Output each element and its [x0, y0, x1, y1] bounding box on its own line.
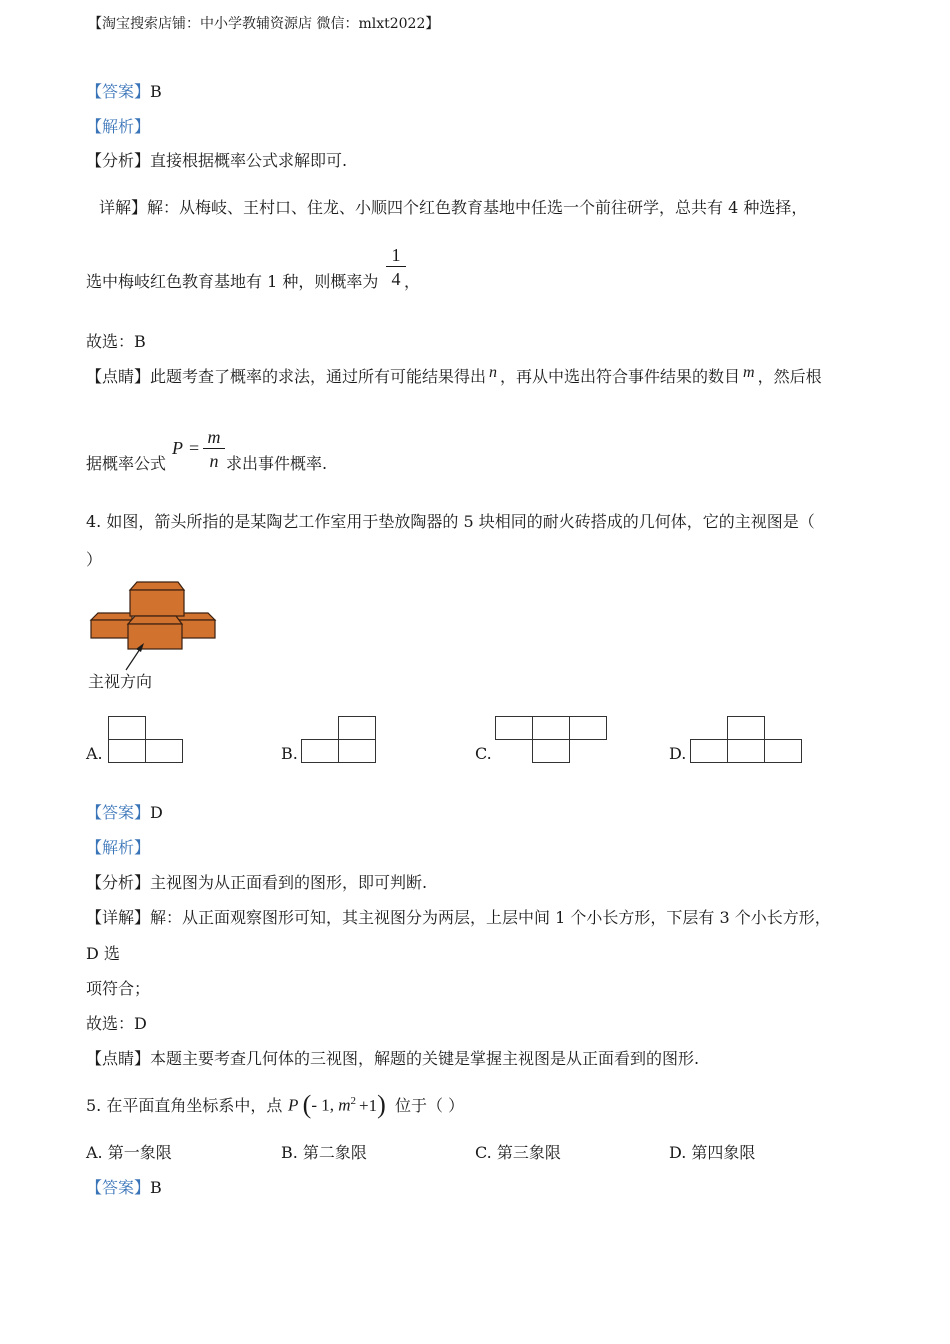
q5-stem-pre: 5. 在平面直角坐标系中，点: [86, 1096, 283, 1115]
brick-top: [130, 590, 184, 616]
page-header: 【淘宝搜索店铺：中小学教辅资源店 微信：mlxt2022】: [88, 16, 440, 32]
coord-b: +1: [359, 1095, 378, 1115]
answer-value: B: [150, 82, 162, 101]
q4-detail-line2: D 选: [86, 944, 120, 963]
fraction-numerator: m: [207, 427, 221, 447]
option-a-figure[interactable]: [108, 716, 188, 766]
fraction-denominator: n: [209, 451, 219, 471]
dianjing-text-a: 【点睛】此题考查了概率的求法，通过所有可能结果得出: [86, 367, 487, 386]
formula-equals: =: [189, 438, 200, 458]
q5-stem-post: 位于（ ）: [395, 1096, 465, 1115]
brick-front: [128, 624, 182, 649]
q3-detail-line2-end: ，: [404, 272, 421, 291]
math-m: m: [338, 1095, 351, 1115]
q3-formula-pre: 据概率公式: [86, 454, 167, 473]
answer-tag: 【答案】: [86, 82, 151, 101]
q3-answer: [86, 82, 162, 102]
answer-tag: 【答案】: [86, 803, 151, 822]
q3-dianjing: [86, 364, 822, 388]
q5-option-c[interactable]: C. 第三象限: [475, 1143, 561, 1162]
brick-left-top: [91, 613, 132, 620]
math-P: P: [288, 1095, 299, 1115]
dianjing-text-b: ，再从中选出符合事件结果的数目: [500, 367, 741, 386]
option-b-figure[interactable]: [301, 716, 381, 766]
q4-detail-line1: 【详解】解：从正面观察图形可知，其主视图分为两层，上层中间 1 个小长方形，下层有 3 个小长方形，: [86, 908, 831, 927]
brick-left: [91, 620, 132, 638]
q5-point-expression: [288, 1086, 386, 1121]
superscript-2: 2: [350, 1095, 357, 1107]
q3-analysis-tag: 【解析】: [86, 117, 151, 136]
q4-fenxi: 【分析】主视图为从正面看到的图形，即可判断.: [86, 873, 428, 892]
fraction-numerator: 1: [391, 245, 401, 265]
option-c-label[interactable]: C.: [475, 744, 492, 763]
formula-P: P: [172, 438, 183, 458]
formula-fraction: [203, 426, 225, 473]
math-m: m: [743, 364, 755, 381]
q3-detail-line2-text: 选中梅岐红色教育基地有 1 种，则概率为: [86, 272, 379, 291]
math-n: n: [489, 364, 498, 381]
dianjing-text-c: ，然后根: [757, 367, 822, 386]
answer-value: D: [150, 803, 163, 822]
q4-answer: [86, 803, 163, 823]
q4-choose: 故选：D: [86, 1014, 147, 1033]
fraction-denominator: 4: [391, 269, 401, 289]
q4-stem-line2: ）: [86, 550, 103, 569]
q5-option-d[interactable]: D. 第四象限: [669, 1143, 756, 1162]
q3-choose: 故选：B: [86, 332, 146, 351]
q5-answer: [86, 1178, 162, 1198]
q3-detail-line1: 详解】解：从梅岐、王村口、住龙、小顺四个红色教育基地中任选一个前往研学，总共有 4 种选择，: [99, 198, 808, 217]
q3-formula-post: 求出事件概率.: [226, 454, 328, 473]
q4-detail-line3: 项符合；: [86, 979, 151, 998]
coord-a: - 1,: [311, 1095, 334, 1115]
answer-tag: 【答案】: [86, 1178, 151, 1197]
q4-dianjing: 【点睛】本题主要考查几何体的三视图，解题的关键是掌握主视图是从正面看到的图形.: [86, 1049, 700, 1068]
q4-stem-line1: 4. 如图，箭头所指的是某陶艺工作室用于垫放陶器的 5 块相同的耐火砖搭成的几何体，它的主视图是（: [86, 512, 815, 531]
option-b-label[interactable]: B.: [281, 744, 298, 763]
option-d-label[interactable]: D.: [669, 744, 687, 763]
answer-value: B: [150, 1178, 162, 1197]
q3-detail-line2: [86, 272, 378, 292]
q5-option-a[interactable]: A. 第一象限: [86, 1143, 172, 1162]
brick-figure: [88, 578, 228, 668]
option-d-figure[interactable]: [690, 716, 805, 766]
brick-top-top: [130, 582, 184, 590]
right-paren: ): [377, 1089, 386, 1119]
q5-option-b[interactable]: B. 第二象限: [281, 1143, 367, 1162]
q3-probability-fraction: [386, 244, 406, 291]
q4-analysis-tag: 【解析】: [86, 838, 151, 857]
option-a-label[interactable]: A.: [86, 744, 103, 763]
left-paren: (: [302, 1089, 312, 1119]
option-c-figure[interactable]: [495, 716, 610, 766]
q3-fenxi: 【分析】直接根据概率公式求解即可.: [86, 151, 348, 170]
brick-front-top: [128, 616, 182, 624]
view-direction-caption: 主视方向: [88, 672, 153, 691]
